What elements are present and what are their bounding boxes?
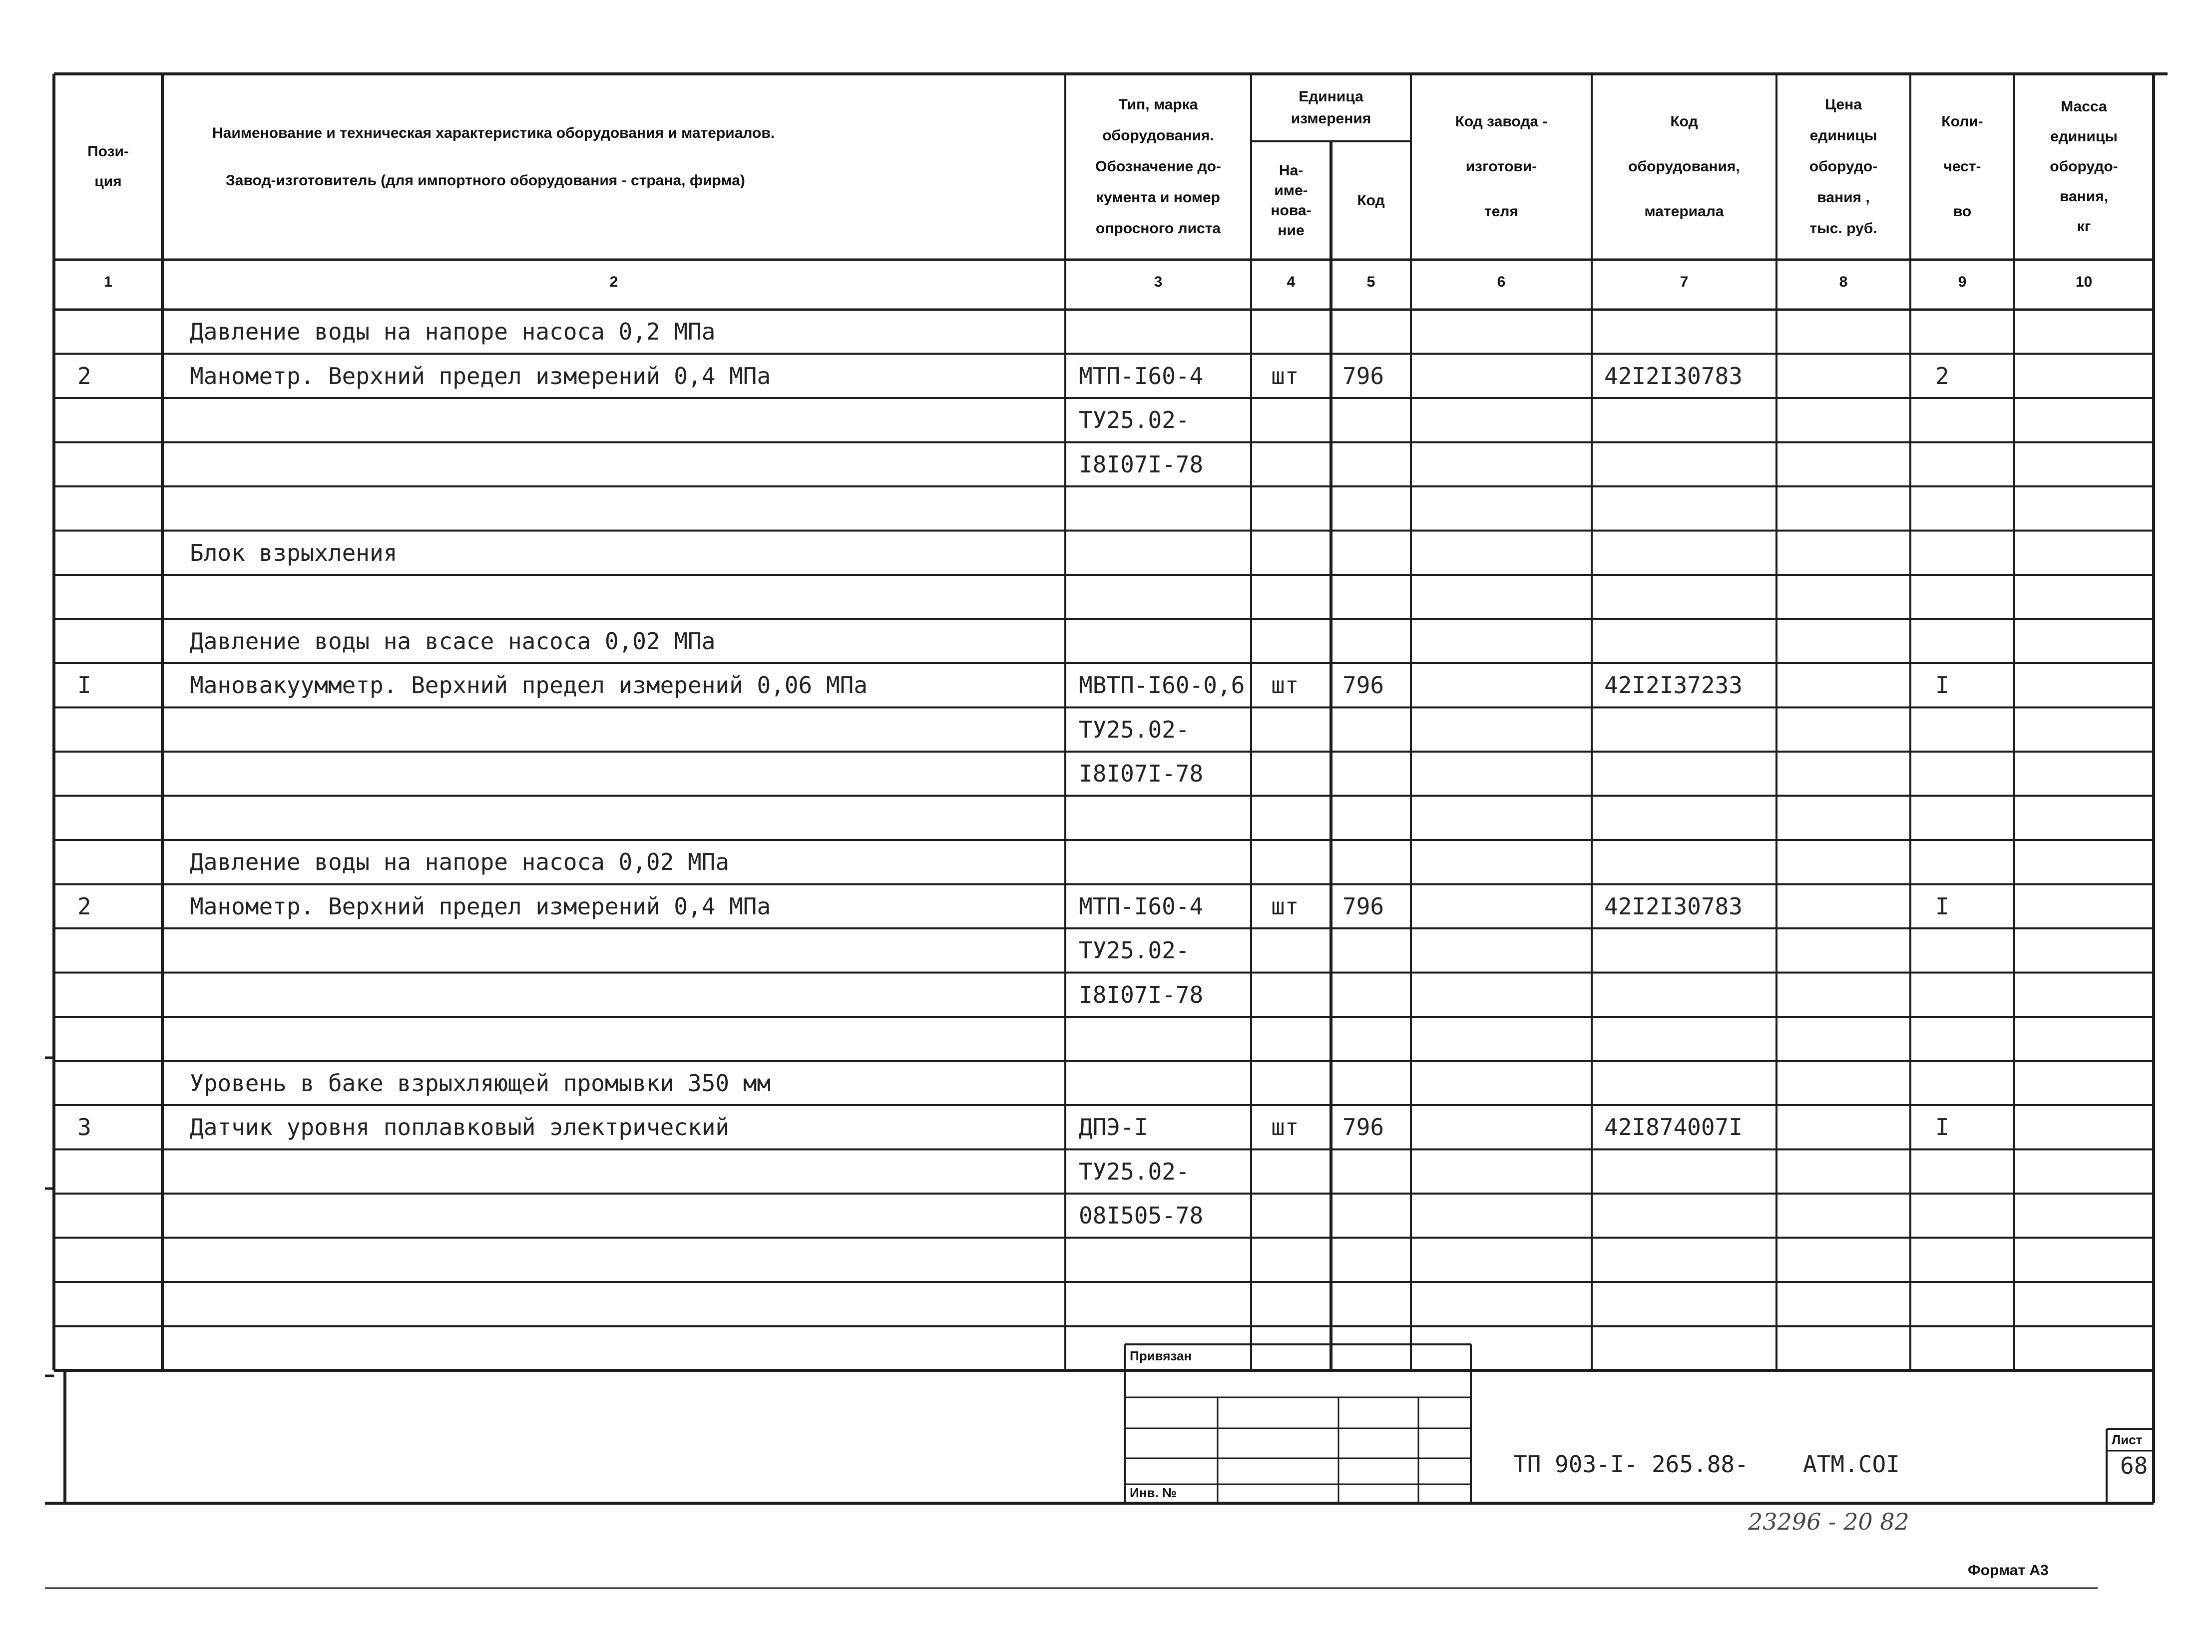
row-type: ДПЭ-I: [1079, 1114, 1148, 1141]
row-type: I8I07I-78: [1079, 760, 1204, 787]
header-unit-name-line: име-: [1274, 182, 1308, 199]
header-factory-code-line: изготови-: [1465, 158, 1537, 175]
row-quantity: 2: [1935, 362, 1949, 390]
header-equipment-code: [1592, 74, 1776, 260]
row-type: МТП-I60-4: [1079, 892, 1204, 920]
header-type-line: Обозначение до-: [1095, 158, 1221, 175]
row-position: 2: [77, 892, 91, 920]
column-number: 10: [2075, 274, 2093, 290]
row-position: 2: [77, 362, 91, 390]
header-unit-group: [1251, 74, 1411, 141]
header-quantity-line: во: [1953, 203, 1972, 220]
row-name: Давление воды на напоре насоса 0,02 МПа: [190, 848, 730, 875]
archive-number: 23296 - 20 82: [1748, 1508, 1909, 1535]
row-type: МВТП-I60-0,6: [1079, 672, 1245, 699]
row-name: Датчик уровня поплавковый электрический: [190, 1114, 730, 1141]
document-designation: ТП 903-I- 265.88-: [1513, 1451, 1749, 1478]
row-unit-code: 796: [1342, 672, 1384, 699]
header-price-line: вания ,: [1817, 189, 1870, 206]
header-price-line: тыс. руб.: [1809, 220, 1877, 237]
header-unit-code: Код: [1357, 192, 1385, 209]
header-price-line: оборудо-: [1809, 158, 1878, 175]
header-position-line: ция: [94, 173, 122, 190]
row-quantity: I: [1935, 1114, 1949, 1141]
row-name: Уровень в баке взрыхляющей промывки 350 мм: [190, 1069, 771, 1097]
header-mass-line: кг: [2077, 218, 2091, 235]
row-name: Мановакуумметр. Верхний предел измерений 0,06 МПа: [190, 672, 868, 699]
header-unit-name: [1251, 141, 1331, 260]
column-number: 2: [609, 274, 618, 290]
row-type: МТП-I60-4: [1079, 362, 1204, 390]
row-type: ТУ25.02-: [1079, 407, 1190, 433]
row-name: Блок взрыхления: [190, 539, 398, 566]
header-price-line: Цена: [1825, 96, 1862, 113]
row-unit: шт: [1271, 892, 1299, 920]
header-type-line: опросного листа: [1095, 220, 1221, 237]
row-position: 3: [77, 1114, 91, 1141]
header-type: [1065, 74, 1251, 260]
column-number: 1: [104, 274, 112, 290]
header-mass-line: вания,: [2059, 188, 2109, 205]
header-unit-group-line: измерения: [1291, 110, 1371, 127]
header-name-line: Наименование и техническая характеристика оборудования и материалов.: [212, 125, 775, 141]
header-factory-code-line: Код завода -: [1455, 113, 1548, 130]
header-equipment-code-line: Код: [1670, 113, 1698, 130]
header-name-line: Завод-изготовитель (для импортного оборудования - страна, фирма): [226, 172, 745, 189]
row-type: ТУ25.02-: [1079, 716, 1190, 743]
header-quantity: [1910, 74, 2014, 260]
row-unit: шт: [1271, 1114, 1299, 1141]
row-equipment-code: 42I2I30783: [1604, 892, 1743, 920]
inventory-label: Инв. №: [1130, 1485, 1177, 1500]
header-mass-line: Масса: [2061, 98, 2107, 115]
header-equipment-code-line: материала: [1644, 203, 1724, 220]
column-number: 3: [1154, 274, 1163, 290]
row-equipment-code: 42I2I37233: [1604, 672, 1743, 699]
header-price: [1776, 74, 1910, 260]
row-name: Давление воды на напоре насоса 0,2 МПа: [190, 318, 716, 345]
row-position: I: [77, 672, 91, 699]
header-mass: [2014, 74, 2154, 260]
header-mass-line: оборудо-: [2050, 158, 2118, 175]
row-unit-code: 796: [1342, 362, 1384, 390]
row-name: Манометр. Верхний предел измерений 0,4 МПа: [190, 892, 771, 920]
column-number: 4: [1287, 274, 1296, 290]
header-quantity-line: Коли-: [1941, 113, 1983, 130]
header-factory-code-line: теля: [1484, 203, 1518, 220]
sheet-label: Лист: [2112, 1432, 2143, 1447]
document-section: АТМ.COI: [1803, 1451, 1900, 1478]
row-name: Давление воды на всасе насоса 0,02 МПа: [190, 627, 716, 655]
row-quantity: I: [1935, 672, 1949, 699]
row-unit: шт: [1271, 362, 1299, 390]
sheet-number: 68: [2120, 1452, 2148, 1479]
row-equipment-code: 42I874007I: [1604, 1114, 1743, 1141]
row-name: Манометр. Верхний предел измерений 0,4 МПа: [190, 362, 771, 390]
header-unit-name-line: ние: [1278, 222, 1305, 239]
header-price-line: единицы: [1809, 127, 1877, 144]
row-type: 08I505-78: [1079, 1202, 1204, 1229]
row-unit-code: 796: [1342, 892, 1384, 920]
header-factory-code: [1411, 74, 1592, 260]
row-quantity: I: [1935, 892, 1949, 920]
row-type: ТУ25.02-: [1079, 1158, 1190, 1185]
header-type-line: Тип, марка: [1118, 96, 1198, 113]
header-equipment-code-line: оборудования,: [1628, 158, 1740, 175]
column-number: 9: [1958, 274, 1967, 290]
column-number: 8: [1839, 274, 1848, 290]
row-type: ТУ25.02-: [1079, 937, 1190, 964]
header-quantity-line: чест-: [1943, 158, 1981, 175]
row-type: I8I07I-78: [1079, 981, 1204, 1008]
column-number: 5: [1366, 274, 1375, 290]
header-type-line: оборудования.: [1102, 127, 1214, 144]
header-type-line: кумента и номер: [1096, 189, 1221, 206]
row-type: I8I07I-78: [1079, 450, 1204, 478]
header-unit-name-line: На-: [1279, 162, 1304, 179]
bound-label: Привязан: [1130, 1348, 1192, 1363]
column-number: 6: [1497, 274, 1506, 290]
row-unit-code: 796: [1342, 1114, 1384, 1141]
header-unit-name-line: нова-: [1271, 202, 1312, 219]
format-label: Формат А3: [1968, 1562, 2049, 1579]
header-unit-group-line: Единица: [1299, 88, 1363, 105]
row-unit: шт: [1271, 672, 1299, 699]
row-equipment-code: 42I2I30783: [1604, 362, 1743, 390]
header-mass-line: единицы: [2050, 128, 2118, 145]
header-position: [54, 74, 162, 260]
header-position-line: Пози-: [87, 143, 129, 160]
column-number: 7: [1680, 274, 1689, 290]
